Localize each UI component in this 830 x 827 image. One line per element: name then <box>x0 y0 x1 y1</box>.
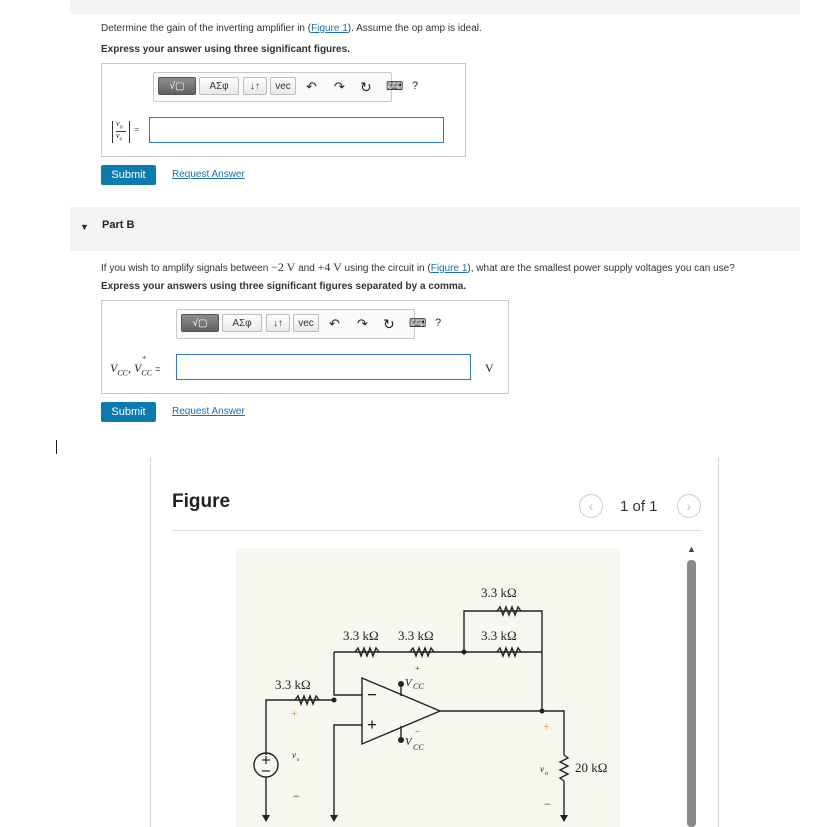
label-vcc-minus-sup: − <box>415 727 420 736</box>
label-vs: v <box>292 750 296 760</box>
part-b-instruction: Express your answers using three significant figures separated by a comma. <box>101 281 467 292</box>
help-icon[interactable]: ? <box>435 317 442 329</box>
arrows-button[interactable]: ↓↑ <box>243 77 267 95</box>
equals-sign: = <box>134 125 140 135</box>
scroll-up-arrow-icon[interactable]: ▲ <box>687 544 696 554</box>
question-text-end: ). Assume the op amp is ideal. <box>347 23 482 34</box>
label-vs-plus: + <box>291 706 298 720</box>
denominator: $v_s$ <box>116 131 122 143</box>
label-vo-plus: + <box>543 719 550 733</box>
label-vo-minus: − <box>544 797 551 811</box>
label-r-in: 3.3 kΩ <box>275 677 311 692</box>
reset-icon[interactable]: ↻ <box>383 316 395 332</box>
label-r-right: 3.3 kΩ <box>481 628 517 643</box>
vcc-label: $V_{CC}$, V + $_{CC}$ = <box>110 353 161 378</box>
label-r-load: 20 kΩ <box>575 760 608 775</box>
vec-button[interactable]: vec <box>270 77 296 95</box>
keyboard-icon[interactable]: ⌨ <box>386 79 404 93</box>
keyboard-icon[interactable]: ⌨ <box>409 316 427 330</box>
numerator: $v_o$ <box>116 119 123 131</box>
part-b-question: If you wish to amplify signals between −2 V and +4 V using the circuit in (Figure 1), what are the smallest power supply voltages you can use? <box>101 260 735 274</box>
label-vcc-minus-sub: CC <box>413 743 424 752</box>
greek-button[interactable]: ΑΣφ <box>199 77 239 95</box>
label-vo: v <box>540 764 544 774</box>
label-vcc-plus-sub: CC <box>413 682 424 691</box>
value-max: +4 V <box>317 260 342 274</box>
prev-figure-button[interactable]: ‹ <box>579 494 603 518</box>
part-a-submit-button[interactable]: Submit <box>101 165 156 185</box>
greek-button[interactable]: ΑΣφ <box>222 314 262 332</box>
part-b-title: Part B <box>102 219 135 231</box>
label-vo-sub: o <box>545 771 548 777</box>
label-vcc-plus: V <box>405 677 412 689</box>
template-button[interactable]: √▢ <box>158 77 196 95</box>
figure-link-b[interactable]: Figure 1 <box>430 263 468 274</box>
undo-icon[interactable]: ↶ <box>306 79 317 94</box>
help-icon[interactable]: ? <box>412 80 419 92</box>
template-button[interactable]: √▢ <box>181 314 219 332</box>
part-b-submit-button[interactable]: Submit <box>101 402 156 422</box>
label-r-mid1: 3.3 kΩ <box>343 628 379 643</box>
reset-icon[interactable]: ↻ <box>360 79 372 95</box>
label-r-top: 3.3 kΩ <box>481 585 517 600</box>
label-vs-sub: s <box>297 757 300 763</box>
undo-icon[interactable]: ↶ <box>329 316 340 331</box>
label-r-mid2: 3.3 kΩ <box>398 628 434 643</box>
arrows-button[interactable]: ↓↑ <box>266 314 290 332</box>
vec-button[interactable]: vec <box>293 314 319 332</box>
figure-title: Figure <box>172 491 231 512</box>
part-a-instruction: Express your answer using three significant figures. <box>101 44 350 55</box>
redo-icon[interactable]: ↷ <box>334 79 345 94</box>
figure-pager: 1 of 1 <box>620 498 658 515</box>
label-vs-minus: − <box>293 789 300 803</box>
collapse-triangle-icon[interactable]: ▼ <box>80 222 89 232</box>
part-a-request-answer-link[interactable]: Request Answer <box>172 169 245 180</box>
label-vcc-plus-sup: + <box>415 664 420 673</box>
part-b-request-answer-link[interactable]: Request Answer <box>172 406 245 417</box>
redo-icon[interactable]: ↷ <box>357 316 368 331</box>
next-figure-button[interactable]: › <box>677 494 701 518</box>
unit-label: V <box>485 361 494 375</box>
label-vcc-minus: V <box>405 736 412 748</box>
figure-link[interactable]: Figure 1 <box>311 23 348 34</box>
question-text: Determine the gain of the inverting amplifier in ( <box>101 23 312 34</box>
value-min: −2 V <box>271 260 296 274</box>
